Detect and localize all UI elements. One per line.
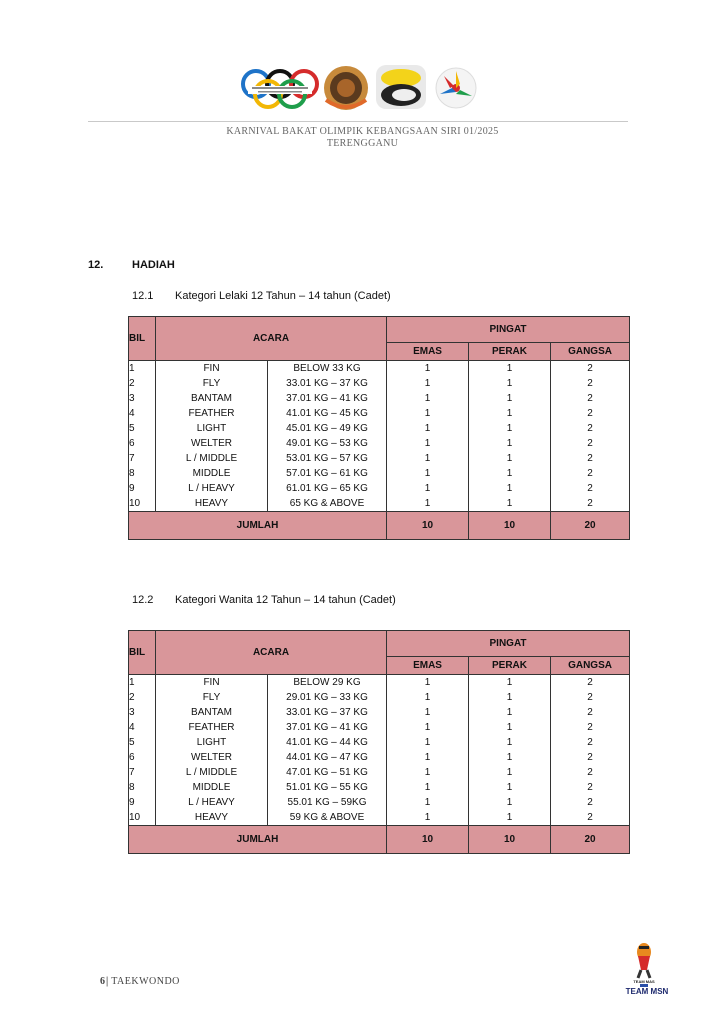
gold-count: 1	[387, 765, 469, 780]
row-number: 4	[129, 720, 156, 735]
gold-count: 1	[387, 810, 469, 826]
event-name: WELTER	[156, 750, 268, 765]
gold-count: 1	[387, 720, 469, 735]
silver-count: 1	[469, 765, 551, 780]
silver-count: 1	[469, 391, 551, 406]
total-bronze: 20	[551, 512, 630, 540]
bronze-count: 2	[551, 436, 630, 451]
header-acara: ACARA	[156, 631, 387, 675]
footer-label: TAEKWONDO	[111, 976, 180, 987]
total-gold: 10	[387, 512, 469, 540]
row-number: 6	[129, 750, 156, 765]
bronze-count: 2	[551, 765, 630, 780]
weight-class: 37.01 KG – 41 KG	[268, 720, 387, 735]
total-bronze: 20	[551, 826, 630, 854]
header-pingat: PINGAT	[387, 317, 630, 343]
medal-table-boys	[128, 316, 630, 540]
event-name: LIGHT	[156, 421, 268, 436]
silver-count: 1	[469, 690, 551, 705]
table-row	[129, 481, 630, 496]
table-row	[129, 690, 630, 705]
event-name: L / MIDDLE	[156, 451, 268, 466]
row-number: 6	[129, 436, 156, 451]
gold-count: 1	[387, 466, 469, 481]
silver-count: 1	[469, 780, 551, 795]
total-silver: 10	[469, 826, 551, 854]
event-name: MIDDLE	[156, 780, 268, 795]
header-gangsa: GANGSA	[551, 343, 630, 361]
row-number: 9	[129, 481, 156, 496]
header-subtitle: TERENGGANU	[326, 138, 399, 149]
bronze-count: 2	[551, 780, 630, 795]
table-row	[129, 720, 630, 735]
event-name: MIDDLE	[156, 466, 268, 481]
event-name: L / HEAVY	[156, 481, 268, 496]
bronze-count: 2	[551, 361, 630, 377]
header-title: KARNIVAL BAKAT OLIMPIK KEBANGSAAN SIRI 01/2025	[226, 126, 499, 137]
total-row	[129, 826, 630, 854]
table-row	[129, 466, 630, 481]
olympic-council-logo	[243, 71, 317, 107]
row-number: 2	[129, 376, 156, 391]
bronze-count: 2	[551, 451, 630, 466]
table-row	[129, 795, 630, 810]
gold-count: 1	[387, 361, 469, 377]
weight-class: 65 KG & ABOVE	[268, 496, 387, 512]
bronze-count: 2	[551, 735, 630, 750]
row-number: 5	[129, 735, 156, 750]
gold-count: 1	[387, 436, 469, 451]
association-seal-logo	[324, 66, 368, 110]
row-number: 7	[129, 451, 156, 466]
event-name: BANTAM	[156, 705, 268, 720]
bronze-count: 2	[551, 406, 630, 421]
table-row	[129, 765, 630, 780]
event-name: HEAVY	[156, 810, 268, 826]
section-number: 12.	[88, 259, 104, 271]
silver-count: 1	[469, 496, 551, 512]
row-number: 9	[129, 795, 156, 810]
weight-class: BELOW 33 KG	[268, 361, 387, 377]
silver-count: 1	[469, 466, 551, 481]
header-emas: EMAS	[387, 657, 469, 675]
bronze-count: 2	[551, 376, 630, 391]
table-row	[129, 810, 630, 826]
weight-class: 33.01 KG – 37 KG	[268, 705, 387, 720]
team-small-text: TEAM MAS	[633, 979, 655, 984]
silver-count: 1	[469, 436, 551, 451]
row-number: 8	[129, 780, 156, 795]
event-name: LIGHT	[156, 735, 268, 750]
event-name: FEATHER	[156, 406, 268, 421]
weight-class: BELOW 29 KG	[268, 675, 387, 691]
gold-count: 1	[387, 406, 469, 421]
gold-count: 1	[387, 735, 469, 750]
event-name: FLY	[156, 690, 268, 705]
total-row	[129, 512, 630, 540]
row-number: 1	[129, 675, 156, 691]
header-emas: EMAS	[387, 343, 469, 361]
bronze-count: 2	[551, 496, 630, 512]
bronze-count: 2	[551, 750, 630, 765]
event-name: HEAVY	[156, 496, 268, 512]
gold-count: 1	[387, 496, 469, 512]
row-number: 10	[129, 810, 156, 826]
gold-count: 1	[387, 451, 469, 466]
row-number: 5	[129, 421, 156, 436]
weight-class: 57.01 KG – 61 KG	[268, 466, 387, 481]
event-name: L / MIDDLE	[156, 765, 268, 780]
team-text: TEAM MSN	[625, 987, 669, 995]
header-acara: ACARA	[156, 317, 387, 361]
medal-table-girls	[128, 630, 630, 854]
silver-count: 1	[469, 406, 551, 421]
header-perak: PERAK	[469, 657, 551, 675]
total-label: JUMLAH	[129, 512, 387, 540]
row-number: 7	[129, 765, 156, 780]
table-row	[129, 750, 630, 765]
table-row	[129, 451, 630, 466]
gold-count: 1	[387, 421, 469, 436]
gold-count: 1	[387, 376, 469, 391]
silver-count: 1	[469, 750, 551, 765]
bronze-count: 2	[551, 391, 630, 406]
header-bil: BIL	[129, 631, 156, 675]
event-name: WELTER	[156, 436, 268, 451]
silver-count: 1	[469, 361, 551, 377]
table-row	[129, 496, 630, 512]
page-footer	[100, 976, 180, 987]
silver-count: 1	[469, 810, 551, 826]
weight-class: 45.01 KG – 49 KG	[268, 421, 387, 436]
total-gold: 10	[387, 826, 469, 854]
table-row	[129, 361, 630, 377]
bronze-count: 2	[551, 720, 630, 735]
page-number: 6	[100, 976, 105, 987]
header-perak: PERAK	[469, 343, 551, 361]
table-row	[129, 780, 630, 795]
bronze-count: 2	[551, 810, 630, 826]
weight-class: 33.01 KG – 37 KG	[268, 376, 387, 391]
gold-count: 1	[387, 391, 469, 406]
event-name: FIN	[156, 361, 268, 377]
subsection-number: 12.1	[132, 290, 154, 302]
silver-count: 1	[469, 451, 551, 466]
bronze-count: 2	[551, 481, 630, 496]
weight-class: 37.01 KG – 41 KG	[268, 391, 387, 406]
row-number: 2	[129, 690, 156, 705]
bronze-count: 2	[551, 795, 630, 810]
gold-count: 1	[387, 675, 469, 691]
header-bil: BIL	[129, 317, 156, 361]
silver-count: 1	[469, 795, 551, 810]
bronze-count: 2	[551, 705, 630, 720]
subsection-title: Kategori Lelaki 12 Tahun – 14 tahun (Cadet)	[175, 290, 391, 302]
table-row	[129, 675, 630, 691]
silver-count: 1	[469, 735, 551, 750]
table-row	[129, 705, 630, 720]
row-number: 8	[129, 466, 156, 481]
weight-class: 41.01 KG – 44 KG	[268, 735, 387, 750]
weight-class: 41.01 KG – 45 KG	[268, 406, 387, 421]
weight-class: 47.01 KG – 51 KG	[268, 765, 387, 780]
silver-count: 1	[469, 376, 551, 391]
row-number: 10	[129, 496, 156, 512]
subsection-number: 12.2	[132, 594, 154, 606]
footer-separator: |	[106, 976, 109, 987]
silver-count: 1	[469, 675, 551, 691]
bronze-count: 2	[551, 690, 630, 705]
table-row	[129, 391, 630, 406]
section-title: HADIAH	[132, 259, 175, 271]
bronze-count: 2	[551, 466, 630, 481]
weight-class: 61.01 KG – 65 KG	[268, 481, 387, 496]
event-name: FLY	[156, 376, 268, 391]
table-row	[129, 376, 630, 391]
row-number: 4	[129, 406, 156, 421]
bronze-count: 2	[551, 421, 630, 436]
event-name: BANTAM	[156, 391, 268, 406]
sports-emblem-logo	[436, 68, 476, 108]
state-crest-logo	[376, 65, 426, 109]
silver-count: 1	[469, 421, 551, 436]
total-silver: 10	[469, 512, 551, 540]
gold-count: 1	[387, 750, 469, 765]
gold-count: 1	[387, 780, 469, 795]
table-row	[129, 735, 630, 750]
weight-class: 51.01 KG – 55 KG	[268, 780, 387, 795]
row-number: 3	[129, 391, 156, 406]
team-msn-logo	[620, 940, 680, 995]
bronze-count: 2	[551, 675, 630, 691]
weight-class: 53.01 KG – 57 KG	[268, 451, 387, 466]
header-gangsa: GANGSA	[551, 657, 630, 675]
silver-count: 1	[469, 481, 551, 496]
weight-class: 29.01 KG – 33 KG	[268, 690, 387, 705]
gold-count: 1	[387, 690, 469, 705]
header-pingat: PINGAT	[387, 631, 630, 657]
event-name: FIN	[156, 675, 268, 691]
subsection-title: Kategori Wanita 12 Tahun – 14 tahun (Cadet)	[175, 594, 396, 606]
weight-class: 49.01 KG – 53 KG	[268, 436, 387, 451]
table-row	[129, 421, 630, 436]
header-divider	[88, 121, 628, 122]
gold-count: 1	[387, 481, 469, 496]
weight-class: 44.01 KG – 47 KG	[268, 750, 387, 765]
gold-count: 1	[387, 705, 469, 720]
row-number: 1	[129, 361, 156, 377]
table-row	[129, 406, 630, 421]
row-number: 3	[129, 705, 156, 720]
weight-class: 55.01 KG – 59KG	[268, 795, 387, 810]
event-name: L / HEAVY	[156, 795, 268, 810]
gold-count: 1	[387, 795, 469, 810]
header-logos	[234, 62, 494, 112]
silver-count: 1	[469, 705, 551, 720]
event-name: FEATHER	[156, 720, 268, 735]
weight-class: 59 KG & ABOVE	[268, 810, 387, 826]
silver-count: 1	[469, 720, 551, 735]
total-label: JUMLAH	[129, 826, 387, 854]
table-row	[129, 436, 630, 451]
